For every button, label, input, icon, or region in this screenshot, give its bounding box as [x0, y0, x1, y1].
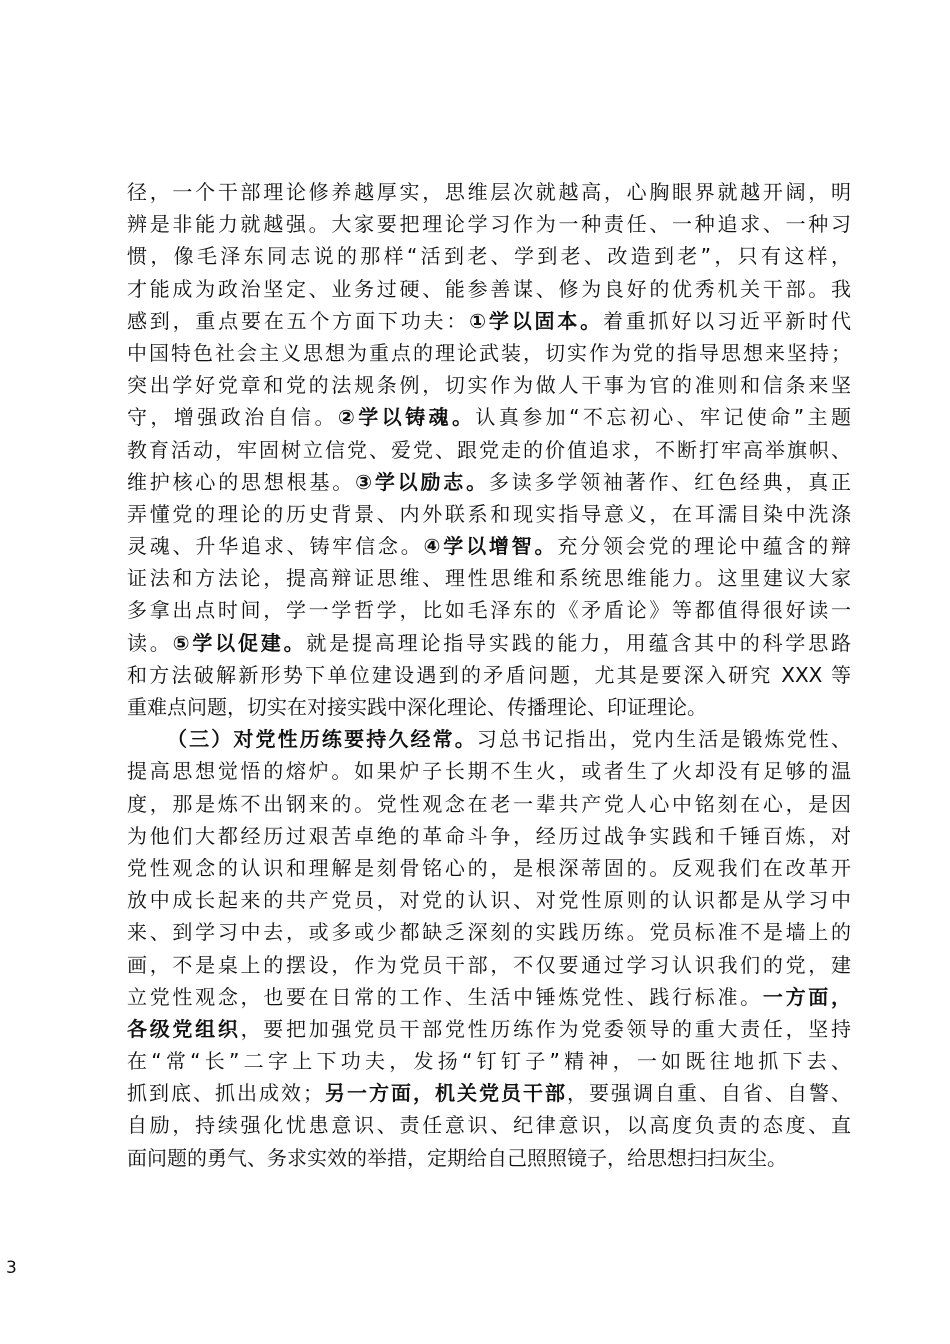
text-segment: 习总书记指出，党内生活是锻炼党性、 — [476, 727, 852, 752]
text-segment: 认真参加“不忘初心、牢记使命”主题 — [475, 405, 851, 430]
text-line — [127, 434, 851, 466]
text-line — [127, 176, 851, 208]
text-segment: 教育活动，牢固树立信党、爱党、跟党走的价值追求，不断打牢高举旗帜、 — [127, 437, 851, 462]
text-segment: 画，不是桌上的摆设，作为党员干部，不仅要通过学习认识我们的党，建 — [127, 952, 851, 977]
text-segment: 读。 — [127, 630, 173, 655]
text-segment: 为他们大都经历过艰苦卓绝的革命斗争，经历过战争实践和千锤百炼，对 — [127, 823, 851, 848]
text-segment: 弄懂党的理论的历史背景、内外联系和现实指导意义，在耳濡目染中洗涤 — [127, 501, 851, 526]
text-segment: 中国特色社会主义思想为重点的理论武装，切实作为党的指导思想来坚持； — [127, 340, 851, 365]
text-segment: 就是提高理论指导实践的能力，用蕴含其中的科学思路 — [306, 630, 852, 655]
section-heading: （三）对党性历练要持久经常。 — [167, 727, 477, 752]
text-line — [127, 852, 851, 884]
text-segment: 多拿出点时间，学一学哲学，比如毛泽东的《矛盾论》等都值得很好读一 — [127, 598, 851, 623]
text-segment: 放中成长起来的共产党员，对党的认识、对党性原则的认识都是从学习中 — [127, 888, 851, 913]
text-line — [127, 401, 851, 433]
text-line — [127, 1077, 851, 1109]
text-line — [127, 627, 851, 659]
text-segment: 惯，像毛泽东同志说的那样“活到老、学到老、改造到老”，只有这样， — [127, 244, 851, 269]
text-line — [127, 755, 851, 787]
text-line — [127, 498, 851, 530]
text-segment: 自励，持续强化忧患意识、责任意识、纪律意识，以高度负责的态度、直 — [127, 1113, 851, 1138]
bold-phrase: 另一方面，机关党员干部 — [323, 1081, 567, 1106]
text-line — [127, 788, 851, 820]
text-line — [127, 691, 851, 723]
text-line — [127, 530, 851, 562]
text-line — [127, 1045, 851, 1077]
text-line — [127, 1013, 851, 1045]
text-segment: 灵魂、升华追求、铸牢信念。 — [127, 534, 424, 559]
page-number: 3 — [6, 1258, 17, 1278]
bold-phrase: ③学以励志。 — [355, 469, 489, 494]
text-segment: 证法和方法论，提高辩证思维、理性思维和系统思维能力。这里建议大家 — [127, 566, 851, 591]
text-segment: 党性观念的认识和理解是刻骨铭心的，是根深蒂固的。反观我们在改革开 — [127, 855, 851, 880]
text-segment: 面问题的勇气、务求实效的举措，定期给自己照照镜子，给思想扫扫灰尘。 — [127, 1145, 787, 1170]
text-line — [127, 981, 851, 1013]
text-segment: 在“常“长”二字上下功夫，发扬“钉钉子”精神，一如既往地抓下去、 — [127, 1049, 851, 1074]
text-line — [127, 723, 851, 755]
text-segment: 维护核心的思想根基。 — [127, 469, 356, 494]
text-segment: 突出学好党章和党的法规条例，切实作为做人干事为官的准则和信条来坚 — [127, 373, 851, 398]
bold-phrase: 各级党组织 — [127, 1016, 241, 1041]
text-segment: 辨是非能力就越强。大家要把理论学习作为一种责任、一种追求、一种习 — [127, 212, 851, 237]
text-segment: 才能成为政治坚定、业务过硬、能参善谋、修为良好的优秀机关干部。我 — [127, 276, 851, 301]
text-segment: 着重抓好以习近平新时代 — [602, 308, 852, 333]
text-line — [127, 337, 851, 369]
text-segment: 来、到学习中去，或多或少都缺乏深刻的实践历练。党员标准不是墙上的 — [127, 920, 851, 945]
text-line — [127, 240, 851, 272]
document-body — [127, 176, 851, 1174]
text-segment: 立党性观念，也要在日常的工作、生活中锤炼党性、践行标准。 — [127, 984, 763, 1009]
text-segment: 抓到底、抓出成效； — [127, 1081, 323, 1106]
text-segment: 重难点问题，切实在对接实践中深化理论、传播理论、印证理论。 — [127, 695, 707, 719]
text-segment: 提高思想觉悟的熔炉。如果炉子长期不生火，或者生了火却没有足够的温 — [127, 759, 851, 784]
bold-phrase: ①学以固本。 — [469, 308, 603, 333]
text-line — [127, 369, 851, 401]
bold-phrase: ④学以增智。 — [423, 534, 558, 559]
text-line — [127, 273, 851, 305]
text-line — [127, 820, 851, 852]
bold-phrase: ⑤学以促建。 — [172, 630, 307, 655]
text-line — [127, 466, 851, 498]
text-line — [127, 916, 851, 948]
bold-phrase: ②学以铸魂。 — [337, 405, 476, 430]
text-segment: 度，那是炼不出钢来的。党性观念在老一辈共产党人心中铭刻在心，是因 — [127, 791, 851, 816]
text-line — [127, 305, 851, 337]
text-line — [127, 208, 851, 240]
text-line — [127, 884, 851, 916]
text-segment: 守，增强政治自信。 — [127, 405, 338, 430]
text-line — [127, 1109, 851, 1141]
text-line — [127, 949, 851, 981]
bold-phrase: 一方面， — [762, 984, 852, 1009]
text-segment: 感到，重点要在五个方面下功夫： — [127, 308, 470, 333]
text-line — [127, 1142, 851, 1174]
text-segment: ，要强调自重、自省、自警、 — [567, 1081, 851, 1106]
text-line — [127, 659, 851, 691]
text-line — [127, 562, 851, 594]
text-segment: 和方法破解新形势下单位建设遇到的矛盾问题，尤其是要深入研究 XXX 等 — [127, 662, 851, 687]
text-segment: ，要把加强党员干部党性历练作为党委领导的重大责任，坚持 — [240, 1016, 852, 1041]
text-segment: 充分领会党的理论中蕴含的辩 — [557, 534, 852, 559]
text-line — [127, 594, 851, 626]
text-segment: 多读多学领袖著作、红色经典，真正 — [488, 469, 852, 494]
text-segment: 径，一个干部理论修养越厚实，思维层次就越高，心胸眼界就越开阔，明 — [127, 180, 851, 204]
